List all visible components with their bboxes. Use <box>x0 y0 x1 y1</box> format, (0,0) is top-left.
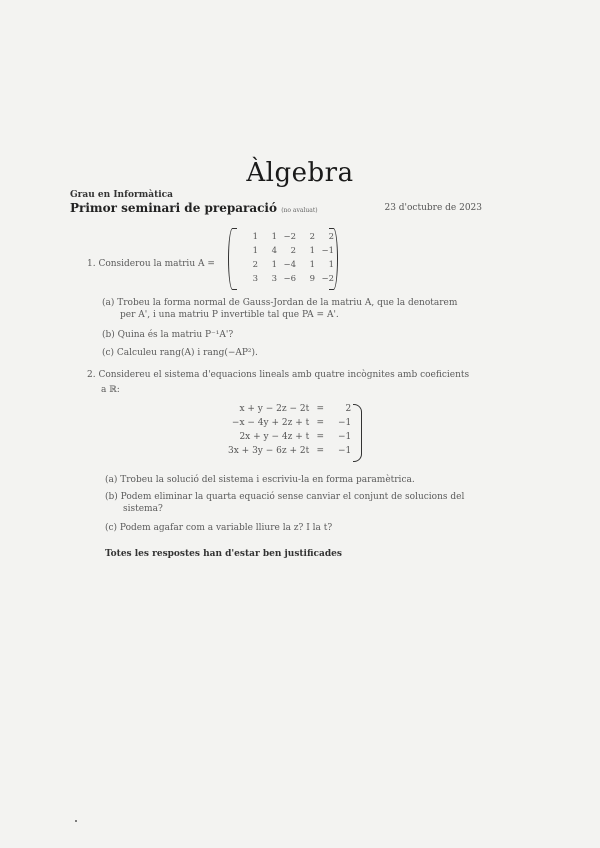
matrix-a <box>228 228 338 290</box>
matrix-cell: 3 <box>252 274 258 284</box>
equation-rhs: −1 <box>337 432 352 442</box>
equals-sign: = <box>316 404 324 414</box>
equation-lhs: 2x + y − 4z + t <box>239 432 310 442</box>
exam-date: 23 d'octubre de 2023 <box>384 203 482 213</box>
matrix-cell: 2 <box>290 246 296 256</box>
problem-2-item-b: (b) Podem eliminar la quarta equació sense canviar el conjunt de solucions del <box>105 492 465 502</box>
equals-sign: = <box>316 418 324 428</box>
problem-2-item-b-cont: sistema? <box>123 504 163 514</box>
matrix-cell: 4 <box>271 246 277 256</box>
equation-rhs: −1 <box>337 446 352 456</box>
equation-table <box>226 402 353 458</box>
left-parenthesis <box>228 228 237 290</box>
equation-lhs: −x − 4y + 2z + t <box>231 418 310 428</box>
equation-row <box>226 416 353 430</box>
problem-2-item-a: (a) Trobeu la solució del sistema i escriviu-la en forma paramètrica. <box>105 475 415 485</box>
matrix-row <box>240 272 335 286</box>
problem-1-item-b: (b) Quina és la matriu P⁻¹A'? <box>102 330 234 340</box>
matrix-row <box>240 258 335 272</box>
matrix-cell: 3 <box>271 274 277 284</box>
equation-row <box>226 430 353 444</box>
matrix-cell: 2 <box>309 232 315 242</box>
degree-label: Grau en Informàtica <box>70 190 173 200</box>
equation-rhs: 2 <box>345 404 352 414</box>
seminar-note: (no avaluat) <box>281 207 318 214</box>
matrix-cell: −4 <box>283 260 296 270</box>
seminar-title: Primor seminari de preparació <box>70 201 277 215</box>
equation-rhs: −1 <box>337 418 352 428</box>
footer-note: Totes les respostes han d'estar ben justificades <box>105 549 342 559</box>
matrix-cell: 1 <box>328 260 334 270</box>
equals-sign: = <box>316 432 324 442</box>
equals-sign: = <box>316 446 324 456</box>
matrix-cell: 2 <box>252 260 258 270</box>
problem-1-item-a: (a) Trobeu la forma normal de Gauss-Jordan de la matriu A, que la denotarem <box>102 298 458 308</box>
matrix-cell: −6 <box>283 274 296 284</box>
matrix-cell: 1 <box>252 232 258 242</box>
problem-2-intro-cont: a ℝ: <box>101 385 120 395</box>
equation-row <box>226 402 353 416</box>
problem-2-intro: 2. Considereu el sistema d'equacions lineals amb quatre incògnites amb coeficients <box>87 370 470 380</box>
matrix-row <box>240 230 335 244</box>
page-title: Àlgebra <box>246 158 354 188</box>
matrix-cell: 1 <box>252 246 258 256</box>
matrix-row <box>240 244 335 258</box>
matrix-cell: 9 <box>309 274 315 284</box>
problem-2-item-c: (c) Podem agafar com a variable lliure la z? I la t? <box>105 523 333 533</box>
matrix-cell: −2 <box>283 232 296 242</box>
problem-1-item-a-cont: per A', i una matriu P invertible tal que PA = A'. <box>120 310 339 320</box>
equation-row <box>226 444 353 458</box>
right-brace <box>353 404 362 462</box>
matrix-cell: 1 <box>271 232 277 242</box>
matrix-cell: −2 <box>321 274 334 284</box>
equation-system <box>226 402 366 464</box>
matrix-cell: −1 <box>321 246 334 256</box>
right-parenthesis <box>329 228 338 290</box>
matrix-cell: 1 <box>271 260 277 270</box>
equation-lhs: 3x + 3y − 6z + 2t <box>228 446 310 456</box>
matrix-table <box>240 230 335 286</box>
scan-speck <box>75 820 77 822</box>
matrix-cell: 2 <box>328 232 334 242</box>
equation-lhs: x + y − 2z − 2t <box>239 404 310 414</box>
matrix-cell: 1 <box>309 260 315 270</box>
problem-1-intro: 1. Considerou la matriu A = <box>87 259 215 269</box>
problem-1-item-c: (c) Calculeu rang(A) i rang(−AP²). <box>102 348 258 358</box>
matrix-cell: 1 <box>309 246 315 256</box>
seminar-heading <box>70 201 318 215</box>
